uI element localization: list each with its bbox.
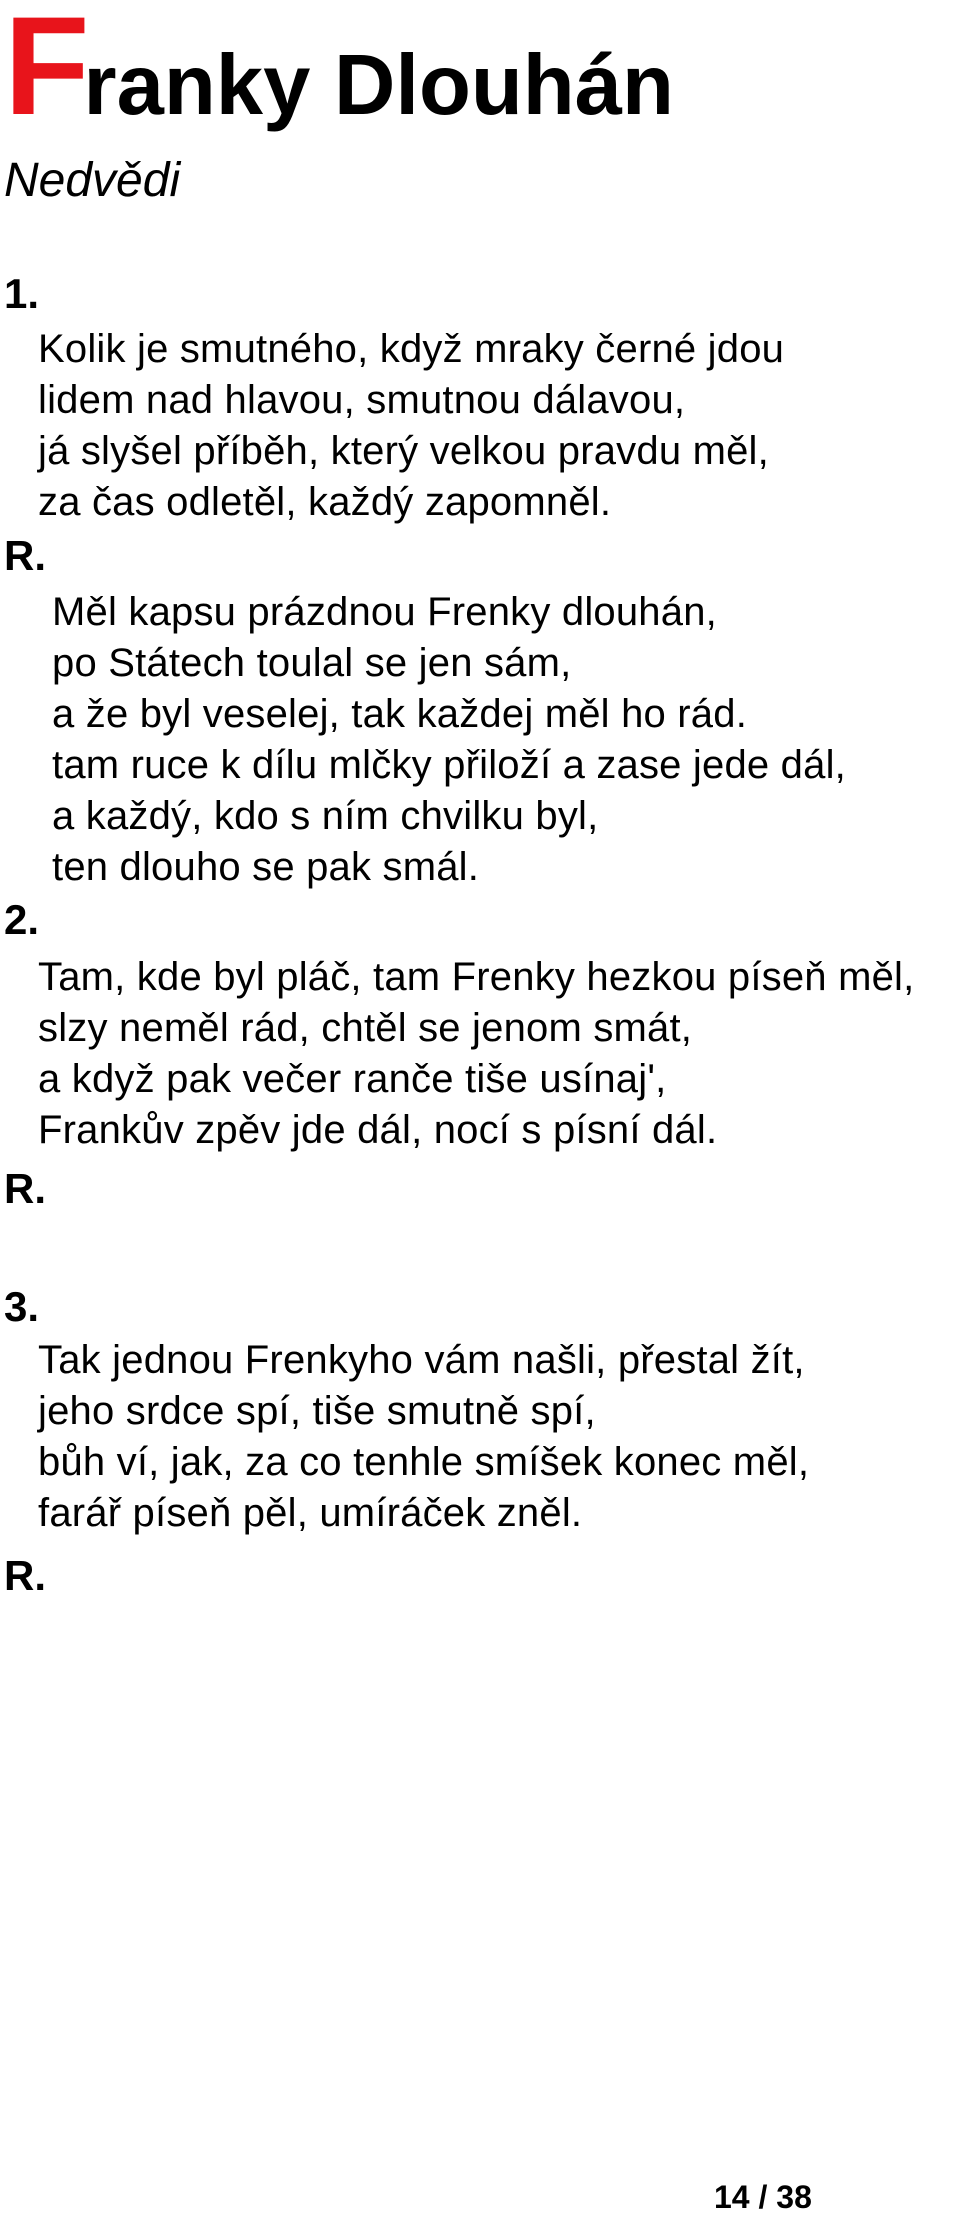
verse-3-line-1: Tak jednou Frenkyho vám našli, přestal žít,	[38, 1338, 805, 1382]
verse-2-line-2: slzy neměl rád, chtěl se jenom smát,	[38, 1006, 693, 1050]
chorus-line-5: a každý, kdo s ním chvilku byl,	[52, 794, 599, 838]
verse-2-line-4: Frankův zpěv jde dál, nocí s písní dál.	[38, 1108, 718, 1152]
chorus-line-4: tam ruce k dílu mlčky přiloží a zase jede dál,	[52, 743, 846, 787]
verse-3-line-4: farář píseň pěl, umíráček zněl.	[38, 1491, 583, 1535]
verse-1-line-2: lidem nad hlavou, smutnou dálavou,	[38, 378, 686, 422]
verse-2-line-3: a když pak večer ranče tiše usínaj',	[38, 1057, 667, 1101]
chorus-line-3: a že byl veselej, tak každej měl ho rád.	[52, 692, 748, 736]
song-title	[4, 0, 674, 144]
title-rest: ranky Dlouhán	[83, 38, 674, 133]
verse-1-line-3: já slyšel příběh, který velkou pravdu měl,	[38, 429, 769, 473]
chorus-ref-2-label: R.	[4, 1165, 46, 1212]
chorus-line-6: ten dlouho se pak smál.	[52, 845, 480, 889]
verse-1-line-4: za čas odletěl, každý zapomněl.	[38, 480, 612, 524]
verse-1-line-1: Kolik je smutného, když mraky černé jdou	[38, 327, 785, 371]
verse-3-line-3: bůh ví, jak, za co tenhle smíšek konec měl,	[38, 1440, 810, 1484]
title-initial: F	[4, 0, 90, 144]
verse-1-label: 1.	[4, 270, 40, 317]
artist-name: Nedvědi	[4, 154, 181, 207]
chorus-ref-3-label: R.	[4, 1552, 46, 1599]
page-number: 14 / 38	[714, 2179, 812, 2215]
chorus-line-1: Měl kapsu prázdnou Frenky dlouhán,	[52, 590, 717, 634]
verse-2-line-1: Tam, kde byl pláč, tam Frenky hezkou píseň měl,	[38, 955, 915, 999]
verse-3-line-2: jeho srdce spí, tiše smutně spí,	[38, 1389, 596, 1433]
chorus-line-2: po Státech toulal se jen sám,	[52, 641, 572, 685]
verse-2-label: 2.	[4, 896, 40, 943]
chorus-label: R.	[4, 532, 46, 579]
verse-3-label: 3.	[4, 1283, 40, 1330]
